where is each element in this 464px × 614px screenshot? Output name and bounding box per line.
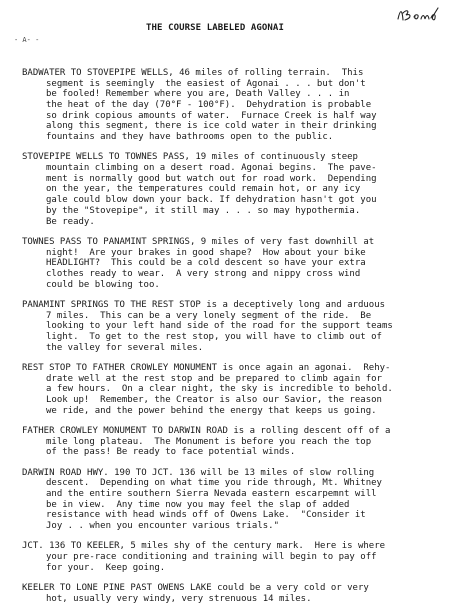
course-segment-paragraph: [22, 68, 452, 143]
segment-text-line: could be blowing too.: [46, 279, 160, 290]
segment-text-line: looking to your left hand side of the road for the support teams: [46, 321, 393, 332]
segment-heading-line: BADWATER TO STOVEPIPE WELLS, 46 miles of rolling terrain. This: [22, 68, 364, 78]
segment-heading-line: KEELER TO LONE PINE PAST OWENS LAKE could be a very cold or very: [22, 582, 369, 593]
course-segment-paragraph: [22, 152, 452, 227]
segment-text-line: a few hours. On a clear night, the sky is incredible to behold.: [46, 384, 393, 395]
segment-text-line: along this segment, there is ice cold water in their drinking: [46, 121, 377, 132]
course-segment-paragraph: [22, 541, 452, 573]
document-body: [22, 68, 452, 614]
segment-text-line: for your. Keep going.: [46, 562, 166, 573]
segment-heading-line: TOWNES PASS TO PANAMINT SPRINGS, 9 miles of very fast downhill at: [22, 236, 375, 247]
segment-text-line: ment is normally good but watch out for road work. Depending: [46, 173, 377, 184]
segment-text-line: the heat of the day (70°F - 100°F). Dehydration is probable: [46, 100, 372, 111]
segment-text-line: resistance with head winds off of Owens Lake. "Consider it: [46, 510, 366, 521]
course-segment-paragraph: [22, 468, 452, 532]
segment-text-line: 7 miles. This can be a very lonely segment of the ride. Be: [46, 310, 372, 321]
course-segment-paragraph: [22, 426, 452, 458]
corner-mark: - A- -: [14, 36, 40, 44]
segment-text-line: by the "Stovepipe", it still may . . . so may hypothermia.: [46, 205, 361, 216]
course-segment-paragraph: [22, 583, 452, 604]
segment-text-line: Joy . . when you encounter various trials.": [46, 521, 279, 531]
segment-text-line: be in view. Any time now you may feel the slap of added: [46, 499, 350, 510]
segment-text-line: Be ready.: [46, 216, 95, 227]
course-segment-paragraph: [22, 300, 452, 353]
segment-text-line: of the pass! Be ready to face potential winds.: [46, 447, 296, 458]
segment-text-line: we ride, and the power behind the energy that keeps us going.: [46, 405, 377, 416]
segment-text-line: the valley for several miles.: [46, 342, 204, 353]
segment-heading-line: FATHER CROWLEY MONUMENT TO DARWIN ROAD is a rolling descent off of a: [22, 425, 391, 436]
segment-text-line: on the year, the temperatures could remain hot, or any icy: [46, 184, 361, 195]
segment-text-line: night! Are your brakes in good shape? How about your bike: [46, 247, 366, 258]
segment-text-line: descent. Depending on what time you ride through, Mt. Whitney: [46, 478, 382, 489]
segment-text-line: so drink copious amounts of water. Furnace Creek is half way: [46, 110, 377, 121]
segment-text-line: clothes ready to wear. A very strong and nippy cross wind: [46, 268, 361, 279]
segment-text-line: mountain climbing on a desert road. Agonai begins. The pave-: [46, 163, 377, 174]
segment-heading-line: PANAMINT SPRINGS TO THE REST STOP is a deceptively long and arduous: [22, 299, 386, 310]
segment-text-line: be fooled! Remember where you are, Death Valley . . . in: [46, 89, 350, 100]
segment-text-line: hot, usually very windy, very strenuous 14 miles.: [46, 593, 312, 604]
segment-text-line: gale could blow down your back. If dehydration hasn't got you: [46, 195, 377, 206]
segment-text-line: light. To get to the rest stop, you will have to climb out of: [46, 331, 382, 342]
segment-text-line: fountains and they have bathrooms open to the public.: [46, 132, 334, 143]
segment-heading-line: DARWIN ROAD HWY. 190 TO JCT. 136 will be 13 miles of slow rolling: [22, 467, 375, 478]
document-title: THE COURSE LABELED AGONAI: [146, 23, 284, 33]
segment-text-line: and the entire southern Sierra Nevada eastern escarpemnt will: [46, 488, 377, 499]
segment-heading-line: STOVEPIPE WELLS TO TOWNES PASS, 19 miles of continuously steep: [22, 152, 358, 163]
segment-text-line: Look up! Remember, the Creator is also our Savior, the reason: [46, 394, 382, 405]
segment-text-line: mile long plateau. The Monument is before you reach the top: [46, 436, 372, 447]
course-segment-paragraph: [22, 363, 452, 416]
segment-text-line: HEADLIGHT? This could be a cold descent so have your extra: [46, 258, 366, 269]
segment-heading-line: REST STOP TO FATHER CROWLEY MONUMENT is once again an agonai. Rehy-: [22, 362, 391, 373]
segment-text-line: drate well at the rest stop and be prepared to climb again for: [46, 373, 382, 384]
segment-text-line: your pre-race conditioning and training will begin to pay off: [46, 551, 377, 562]
course-segment-paragraph: [22, 237, 452, 290]
segment-text-line: segment is seemingly the easiest of Agonai . . . but don't: [46, 78, 366, 89]
handwritten-signature: [395, 4, 443, 26]
segment-heading-line: JCT. 136 TO KEELER, 5 miles shy of the century mark. Here is where: [22, 541, 386, 552]
